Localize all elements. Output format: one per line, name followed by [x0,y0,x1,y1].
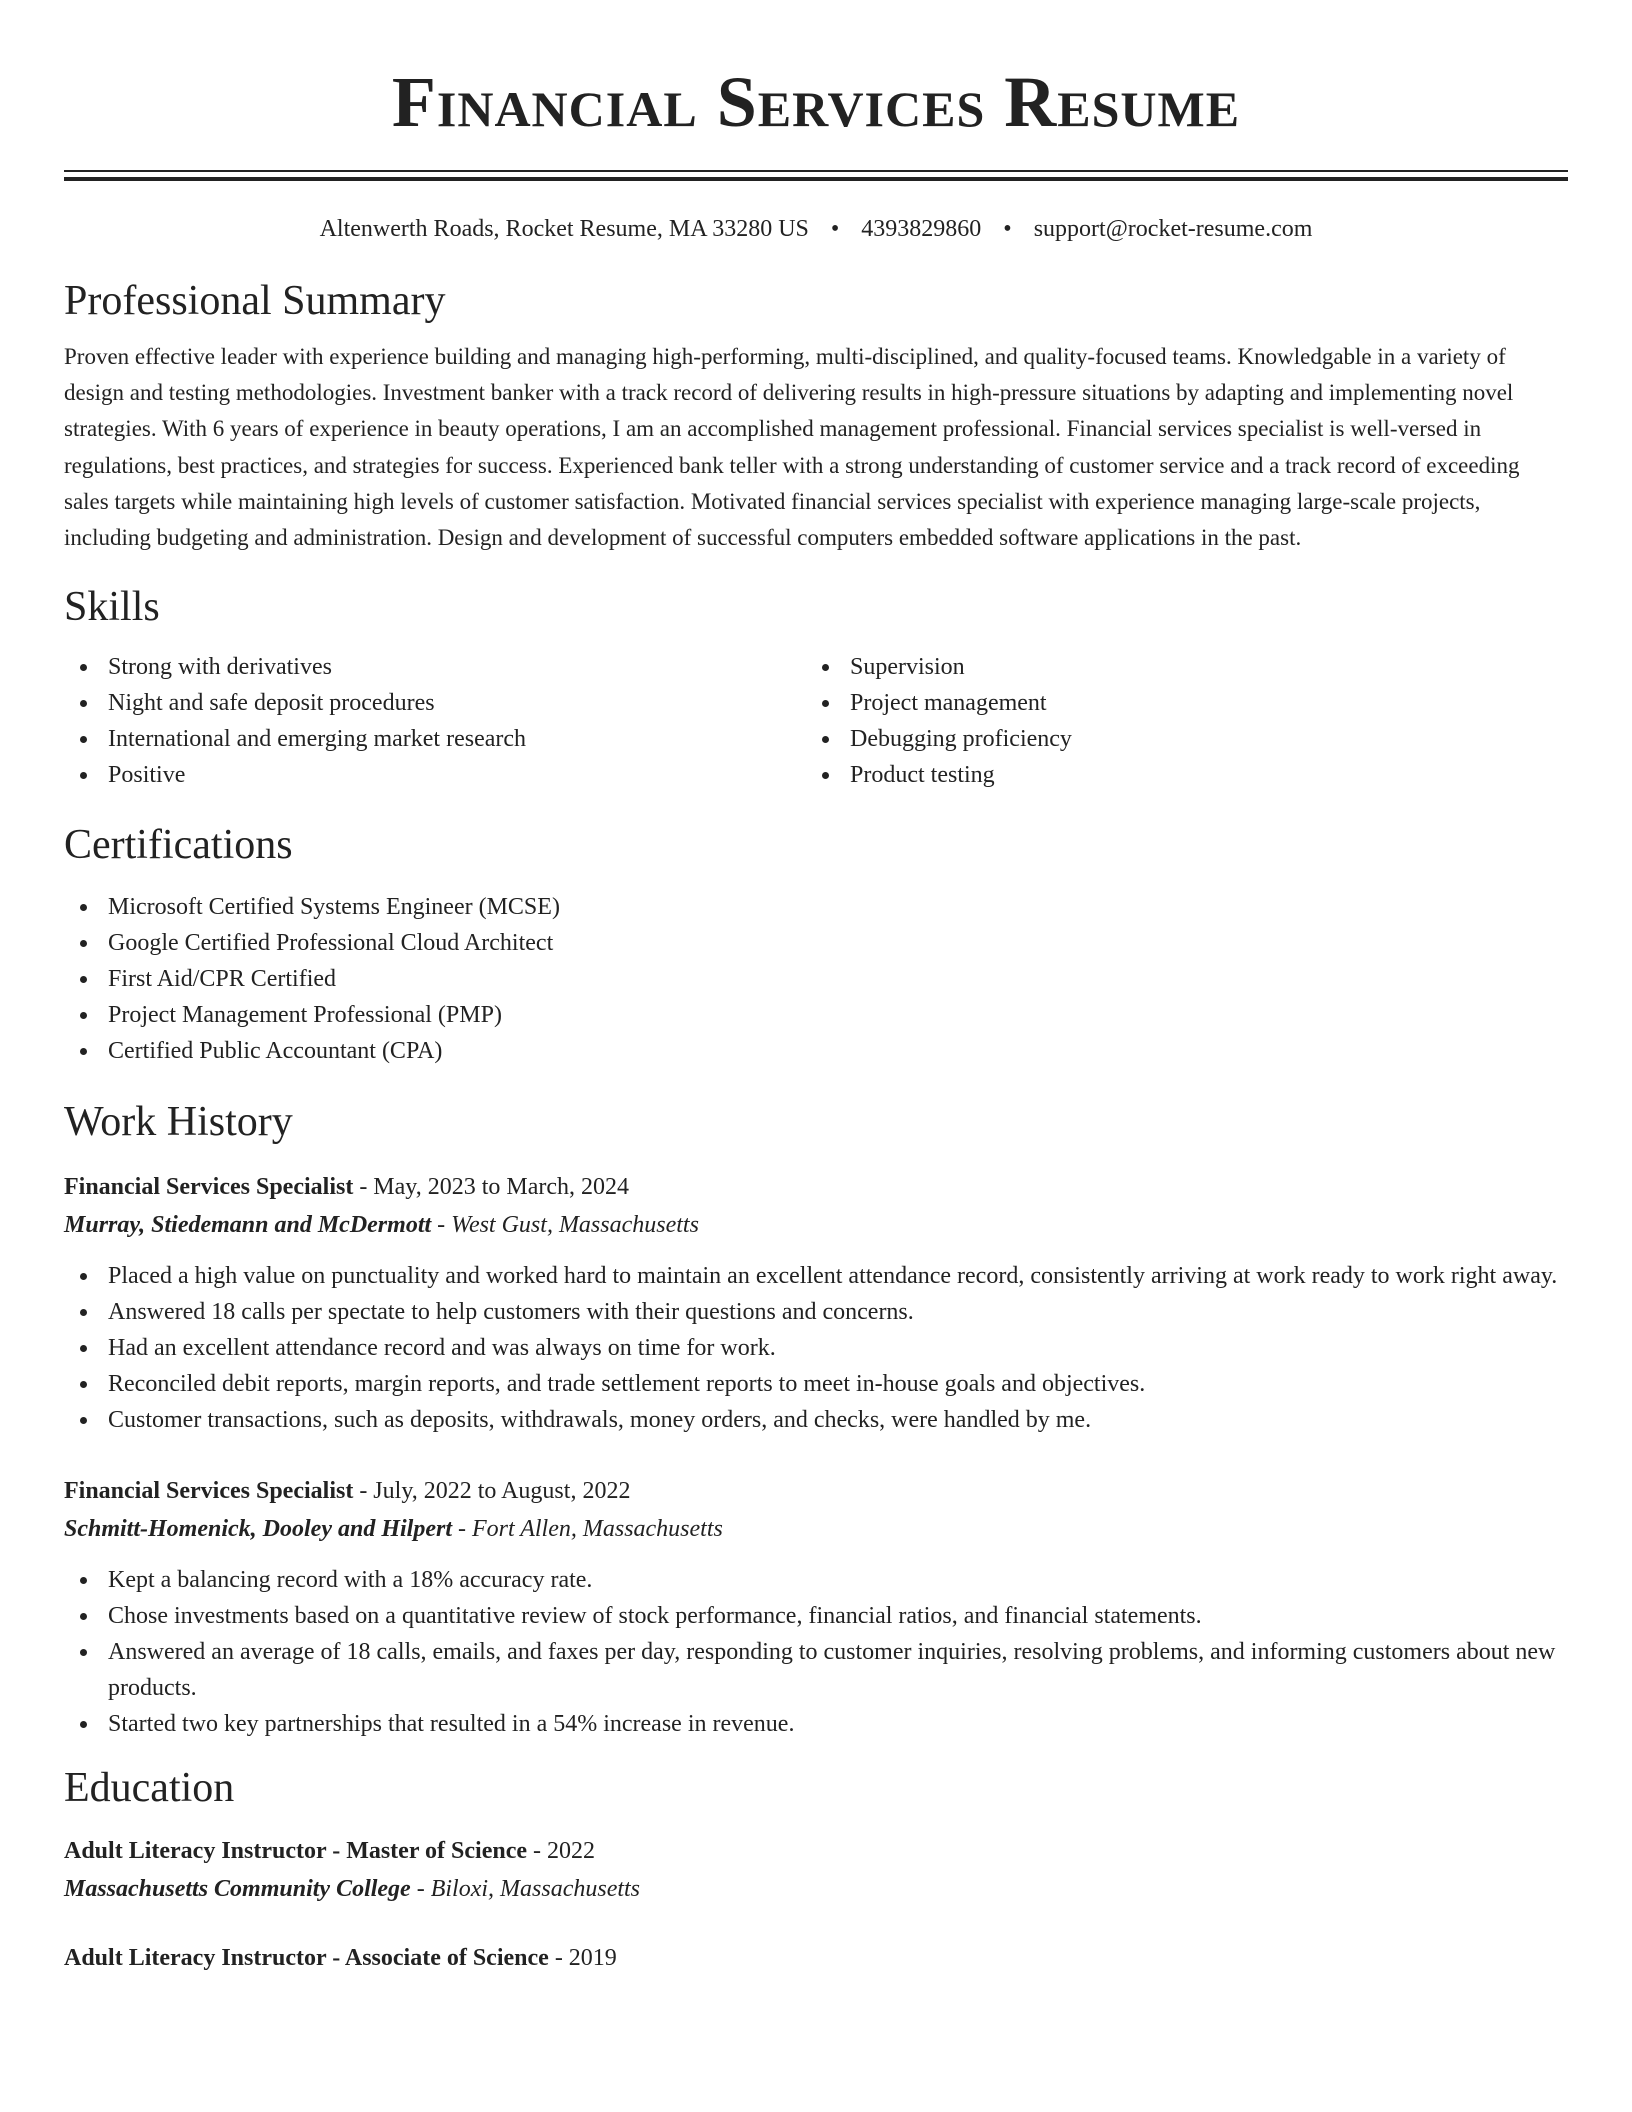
contact-separator: • [830,216,840,242]
job-location: - Fort Allen, Massachusetts [451,1516,723,1543]
job-duty: Answered an average of 18 calls, emails, and faxes per day, responding to customer inquiries, resolving problems, and informing customers about new products. [64,1634,1568,1706]
job-entry [64,1472,1568,1742]
job-duty: Placed a high value on punctuality and worked hard to maintain an excellent attendance record, consistently arriving at work ready to work right away. [64,1258,1568,1294]
job-company-line [64,1510,1568,1548]
certification-item: Google Certified Professional Cloud Architect [64,925,1568,961]
skill-item: Strong with derivatives [64,649,806,685]
summary-heading: Professional Summary [64,278,446,324]
education-year: - 2022 [527,1838,596,1865]
job-role-line [64,1472,1568,1510]
job-company: Murray, Stiedemann and McDermott [64,1212,432,1239]
certifications-heading: Certifications [64,822,293,869]
job-duty: Customer transactions, such as deposits, withdrawals, money orders, and checks, were handled by me. [64,1402,1568,1438]
contact-address: Altenwerth Roads, Rocket Resume, MA 33280 US [319,216,809,242]
skills-list-left [64,649,806,793]
education-school: Massachusetts Community College [64,1876,411,1903]
certification-item: Certified Public Accountant (CPA) [64,1033,1568,1069]
skill-item: Product testing [806,757,1568,793]
title-double-rule [64,170,1568,181]
resume-title: Financial Services Resume [391,62,1241,142]
job-company-line [64,1206,1568,1244]
skill-item: Project management [806,685,1568,721]
education-year: - 2019 [548,1945,617,1972]
education-degree: Adult Literacy Instructor - Master of Science [64,1838,528,1865]
job-duty: Reconciled debit reports, margin reports, and trade settlement reports to meet in-house goals and objectives. [64,1366,1568,1402]
skill-item: International and emerging market research [64,721,806,757]
job-title: Financial Services Specialist [64,1478,354,1505]
skills-columns [64,649,1568,793]
job-entry [64,1168,1568,1438]
job-duty: Chose investments based on a quantitative review of stock performance, financial ratios, and financial statements. [64,1598,1568,1634]
education-degree-line [64,1939,1568,1977]
education-entry [64,1832,1568,1908]
education-entry [64,1939,1568,1977]
summary-text: Proven effective leader with experience building and managing high-performing, multi-disciplined, and quality-focused teams. Knowledgable in a variety of design and testing methodologies. Investment banker with a track record of delivering results in high-pressure situations by adapting and implementing novel strategies. With 6 years of experience in beauty operations, I am an accomplished management professional. Financial services specialist is well-versed in regulations, best practices, and strategies for success. Experienced bank teller with a strong understanding of customer service and a track record of exceeding sales targets while maintaining high levels of customer satisfaction. Motivated financial services specialist with experience managing large-scale projects, including budgeting and administration. Design and development of successful computers embedded software applications in the past. [64,344,1520,551]
job-duty: Had an excellent attendance record and was always on time for work. [64,1330,1568,1366]
job-title: Financial Services Specialist [64,1174,354,1201]
certification-item: Project Management Professional (PMP) [64,997,1568,1033]
contact-phone: 4393829860 [861,216,982,242]
job-duties-list [64,1258,1568,1438]
skills-list-right [806,649,1568,793]
education-location: - Biloxi, Massachusetts [410,1876,641,1903]
job-duties-list [64,1562,1568,1742]
job-dates: - July, 2022 to August, 2022 [353,1478,631,1505]
skills-heading: Skills [64,584,160,631]
contact-email: support@rocket-resume.com [1033,216,1313,242]
skill-item: Debugging proficiency [806,721,1568,757]
job-role-line [64,1168,1568,1206]
job-duty: Answered 18 calls per spectate to help customers with their questions and concerns. [64,1294,1568,1330]
certifications-list [64,889,1568,1069]
skill-item: Night and safe deposit procedures [64,685,806,721]
education-degree: Adult Literacy Instructor - Associate of Science [64,1945,549,1972]
certification-item: First Aid/CPR Certified [64,961,1568,997]
contact-separator: • [1003,216,1012,242]
job-company: Schmitt-Homenick, Dooley and Hilpert [64,1516,452,1543]
contact-line [64,214,1568,244]
job-duty: Kept a balancing record with a 18% accuracy rate. [64,1562,1568,1598]
certification-item: Microsoft Certified Systems Engineer (MCSE) [64,889,1568,925]
skill-item: Positive [64,757,806,793]
work-history-heading: Work History [64,1099,293,1146]
education-heading: Education [64,1765,235,1812]
education-degree-line [64,1832,1568,1870]
job-duty: Started two key partnerships that resulted in a 54% increase in revenue. [64,1706,1568,1742]
job-dates: - May, 2023 to March, 2024 [353,1174,630,1201]
skill-item: Supervision [806,649,1568,685]
job-location: - West Gust, Massachusetts [431,1212,699,1239]
education-school-line [64,1870,1568,1908]
